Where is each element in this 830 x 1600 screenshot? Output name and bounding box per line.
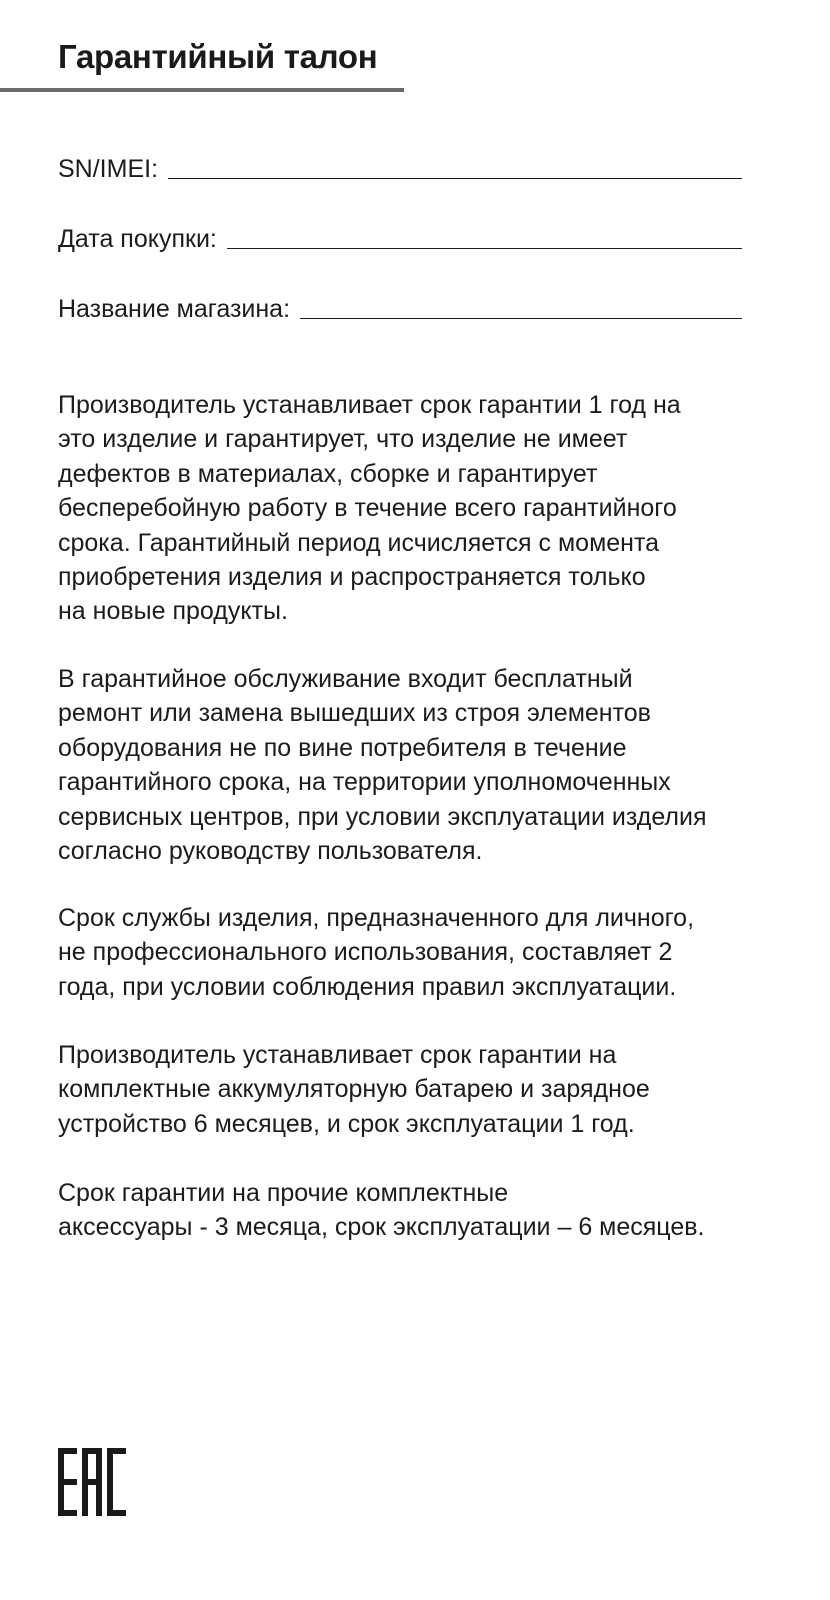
paragraph-line: ремонт или замена вышедших из строя элементов (58, 699, 651, 728)
sn-imei-label: SN/IMEI: (58, 155, 159, 183)
paragraph-line: это изделие и гарантирует, что изделие не имеет (58, 425, 628, 454)
warranty-service-paragraph (58, 662, 758, 868)
eac-conformity-mark-icon (58, 1448, 126, 1516)
paragraph-line: гарантийного срока, на территории уполномоченных (58, 768, 671, 797)
paragraph-line: аксессуары - 3 месяца, срок эксплуатации – 6 месяцев. (58, 1213, 705, 1242)
battery-warranty-paragraph (58, 1038, 758, 1141)
paragraph-line: оборудования не по вине потребителя в течение (58, 733, 627, 762)
paragraph-line: сервисных центров, при условии эксплуатации изделия (58, 802, 707, 831)
paragraph-line: года, при условии соблюдения правил эксплуатации. (58, 972, 677, 1001)
paragraph-line: приобретения изделия и распространяется только (58, 563, 646, 592)
title-underline (0, 88, 404, 92)
purchase-date-label: Дата покупки: (58, 225, 217, 253)
paragraph-line: Производитель устанавливает срок гарантии на (58, 1041, 617, 1069)
paragraph-line: бесперебойную работу в течение всего гарантийного (58, 494, 677, 523)
accessories-warranty-paragraph (58, 1176, 758, 1245)
purchase-date-blank-line (227, 248, 742, 249)
paragraph-line: Производитель устанавливает срок гарантии 1 год на (58, 391, 681, 419)
sn-imei-field (58, 148, 742, 184)
paragraph-line: на новые продукты. (58, 597, 288, 626)
sn-imei-blank-line (168, 178, 742, 179)
paragraph-line: комплектные аккумуляторную батарею и зарядное (58, 1075, 650, 1104)
paragraph-line: Срок службы изделия, предназначенного для личного, (58, 904, 695, 932)
paragraph-line: срока. Гарантийный период исчисляется с момента (58, 528, 660, 557)
store-name-label: Название магазина: (58, 295, 291, 323)
store-name-field (58, 288, 742, 324)
store-name-blank-line (300, 318, 742, 319)
purchase-date-field (58, 218, 742, 254)
page-title: Гарантийный талон (58, 38, 378, 75)
paragraph-line: согласно руководству пользователя. (58, 837, 483, 866)
warranty-term-paragraph (58, 388, 758, 629)
paragraph-line: дефектов в материалах, сборке и гарантирует (58, 459, 598, 488)
paragraph-line: Срок гарантии на прочие комплектные (58, 1179, 509, 1207)
service-life-paragraph (58, 901, 758, 1004)
paragraph-line: не профессионального использования, составляет 2 (58, 938, 673, 967)
paragraph-line: устройство 6 месяцев, и срок эксплуатации 1 год. (58, 1109, 635, 1138)
paragraph-line: В гарантийное обслуживание входит бесплатный (58, 665, 633, 693)
